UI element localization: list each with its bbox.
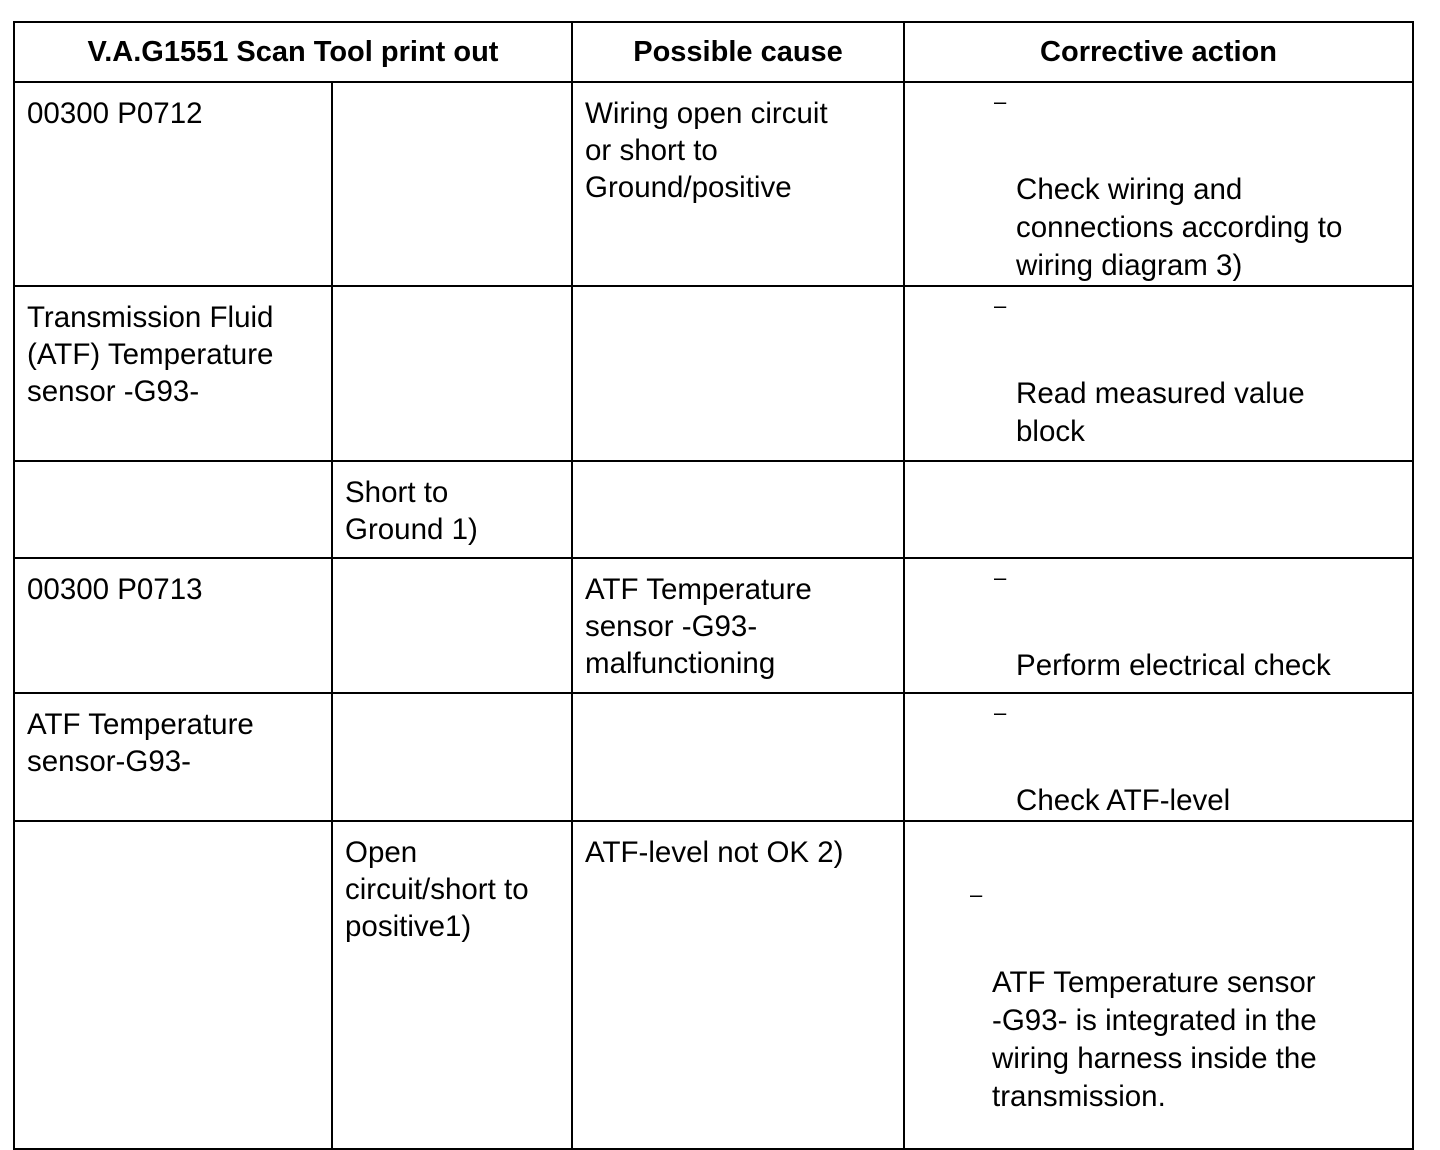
- printout-code-cell: [14, 286, 332, 461]
- printout-sub: [333, 83, 571, 95]
- table-row: [14, 558, 1413, 693]
- printout-sub: Short to Ground 1): [345, 476, 478, 546]
- header-printout: V.A.G1551 Scan Tool print out: [14, 22, 572, 82]
- possible-cause-cell: [572, 693, 904, 821]
- corrective-action-text: ATF Temperature sensor -G93- is integrated in the wiring harness inside the transmission.: [992, 966, 1317, 1113]
- printout-sub-cell: [332, 461, 572, 558]
- corrective-action-cell: [904, 821, 1413, 1149]
- table-row: [14, 821, 1413, 1149]
- possible-cause-cell: [572, 558, 904, 693]
- dash-bullet-icon: –: [994, 565, 1007, 590]
- possible-cause-cell: [572, 82, 904, 286]
- printout-code: 00300 P0713: [27, 573, 203, 606]
- corrective-action-text: Check wiring and connections according to wiring diagram 3): [1016, 173, 1343, 282]
- printout-code-cell: [14, 82, 332, 286]
- possible-cause-cell: [572, 286, 904, 461]
- printout-sub: [333, 559, 571, 571]
- possible-cause-cell: [572, 461, 904, 558]
- printout-sub: Open circuit/short to positive1): [345, 836, 529, 943]
- printout-code-cell: [14, 461, 332, 558]
- corrective-action-cell: [904, 693, 1413, 821]
- corrective-action-item: [905, 89, 1412, 285]
- corrective-action-item: [905, 700, 1412, 820]
- possible-cause: [573, 287, 903, 299]
- table-row: [14, 461, 1413, 558]
- printout-sub-cell: [332, 821, 572, 1149]
- printout-sub-cell: [332, 82, 572, 286]
- corrective-action-item: [905, 293, 1412, 451]
- printout-sub: [333, 694, 571, 706]
- printout-code-cell: [14, 821, 332, 1149]
- printout-code-cell: [14, 558, 332, 693]
- dash-bullet-icon: –: [994, 700, 1007, 725]
- corrective-action-text: Check ATF-level: [1016, 784, 1231, 817]
- diagnostic-table: [13, 21, 1414, 1150]
- corrective-action-cell: [904, 286, 1413, 461]
- table-row: [14, 82, 1413, 286]
- corrective-action-cell: [904, 558, 1413, 693]
- printout-code: [15, 822, 331, 834]
- printout-sub-cell: [332, 693, 572, 821]
- printout-code: [15, 462, 331, 474]
- corrective-action-item: [905, 565, 1412, 685]
- corrective-action-text: Perform electrical check: [1016, 649, 1331, 682]
- header-corrective-action: Corrective action: [904, 22, 1413, 82]
- possible-cause: Wiring open circuit or short to Ground/positive: [585, 97, 828, 204]
- header-row: [14, 22, 1413, 82]
- dash-bullet-icon: –: [970, 882, 983, 907]
- possible-cause-cell: [572, 821, 904, 1149]
- possible-cause: [573, 462, 903, 474]
- corrective-action-cell: [904, 461, 1413, 558]
- dash-bullet-icon: –: [994, 89, 1007, 114]
- printout-code: 00300 P0712: [27, 97, 203, 130]
- printout-code-cell: [14, 693, 332, 821]
- table-row: [14, 286, 1413, 461]
- corrective-action-text: [905, 462, 1412, 474]
- printout-sub-cell: [332, 286, 572, 461]
- possible-cause: ATF-level not OK 2): [585, 836, 844, 869]
- table-row: [14, 693, 1413, 821]
- printout-code: ATF Temperature sensor-G93-: [27, 708, 254, 778]
- header-possible-cause: Possible cause: [572, 22, 904, 82]
- printout-code: Transmission Fluid (ATF) Temperature sensor -G93-: [27, 301, 274, 408]
- corrective-action-item: [905, 882, 1412, 1116]
- printout-sub: [333, 287, 571, 299]
- corrective-action-text: Read measured value block: [1016, 377, 1305, 448]
- possible-cause: [573, 694, 903, 706]
- dash-bullet-icon: –: [994, 293, 1007, 318]
- corrective-action-cell: [904, 82, 1413, 286]
- printout-sub-cell: [332, 558, 572, 693]
- possible-cause: ATF Temperature sensor -G93- malfunctioning: [585, 573, 812, 680]
